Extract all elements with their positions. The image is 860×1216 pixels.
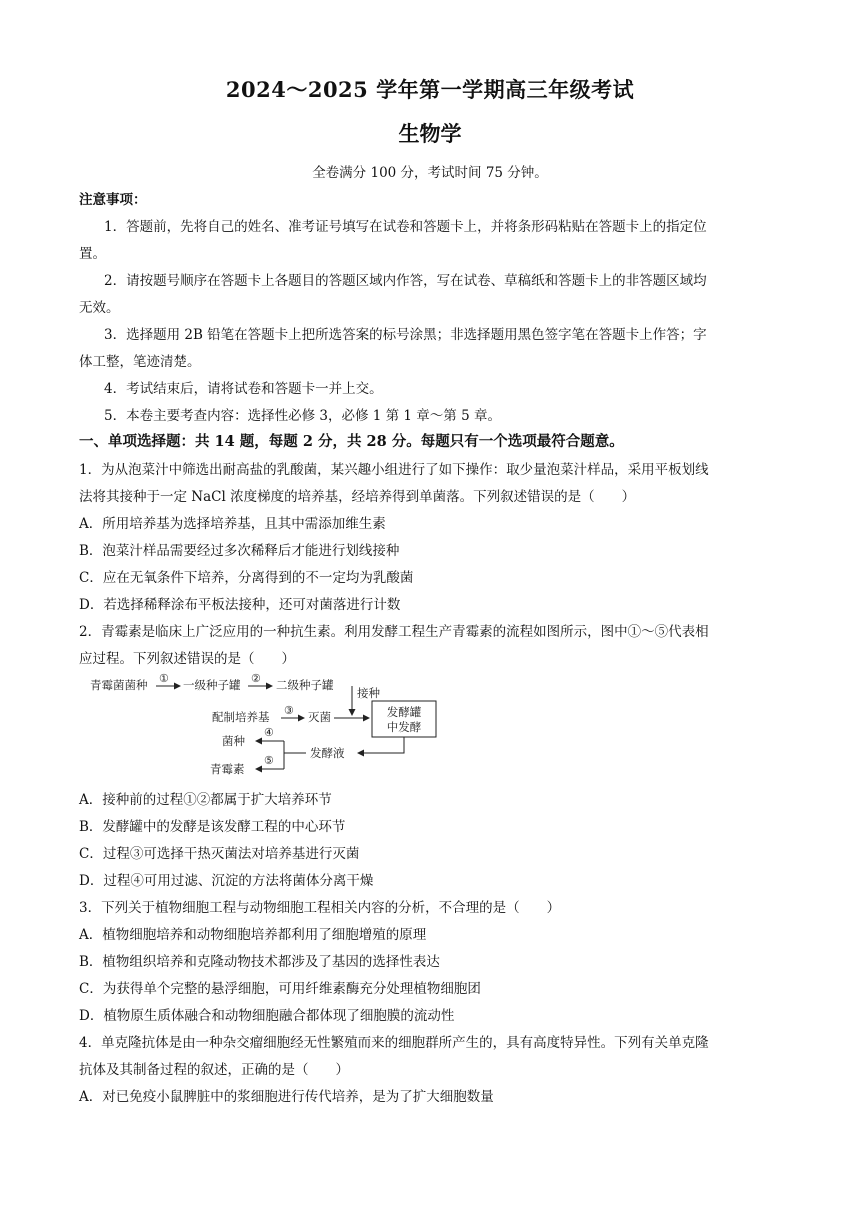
note-2-line-1: 2．请按题号顺序在答题卡上各题目的答题区域内作答，写在试卷、草稿纸和答题卡上的非答题区域均 [104,273,707,289]
flow-broth-label: 发酵液 [310,746,345,760]
flow-arrow-to-broth [358,737,404,753]
note-2-line-2: 无效。 [79,300,120,316]
q1-stem-line-1: 1．为从泡菜汁中筛选出耐高盐的乳酸菌，某兴趣小组进行了如下操作：取少量泡菜汁样品，采用平板划线 [79,462,709,478]
flow-step-2: ② [251,672,261,685]
section-1-heading: 一、单项选择题：共 14 题，每题 2 分，共 28 分。每题只有一个选项最符合题意。 [79,433,624,450]
fermenter-label-line-1: 发酵罐 [386,705,422,719]
q1-option-c: C．应在无氧条件下培养，分离得到的不一定均为乳酸菌 [79,570,414,586]
exam-info: 全卷满分 100 分，考试时间 75 分钟。 [312,165,548,181]
note-1-line-1: 1．答题前，先将自己的姓名、准考证号填写在试卷和答题卡上，并将条形码粘贴在答题卡上的指定位 [104,219,707,235]
q1-option-d: D．若选择稀释涂布平板法接种，还可对菌落进行计数 [79,597,401,613]
q4-option-a: A．对已免疫小鼠脾脏中的浆细胞进行传代培养，是为了扩大细胞数量 [79,1089,494,1105]
q4-stem-line-1: 4．单克隆抗体是由一种杂交瘤细胞经无性繁殖而来的细胞群所产生的，具有高度特异性。下列有关单克隆 [79,1035,709,1051]
q2-option-d: D．过程④可用过滤、沉淀的方法将菌体分离干燥 [79,873,374,889]
note-1-line-2: 置。 [79,246,106,262]
q2-option-b: B．发酵罐中的发酵是该发酵工程的中心环节 [79,819,346,835]
q1-stem-line-2: 法将其接种于一定 NaCl 浓度梯度的培养基，经培养得到单菌落。下列叙述错误的是（ ） [79,489,636,505]
q3-stem: 3．下列关于植物细胞工程与动物细胞工程相关内容的分析，不合理的是（ ） [79,900,561,916]
q2-option-c: C．过程③可选择干热灭菌法对培养基进行灭菌 [79,846,360,862]
q2-stem-line-1: 2．青霉素是临床上广泛应用的一种抗生素。利用发酵工程生产青霉素的流程如图所示，图中①～⑤代表相 [79,624,709,640]
flow-strain-label: 青霉菌菌种 [90,678,148,692]
note-3-line-2: 体工整，笔迹清楚。 [79,354,201,370]
note-5: 5．本卷主要考查内容：选择性必修 3，必修 1 第 1 章～第 5 章。 [104,408,501,424]
flow-inoculate-label: 接种 [357,686,380,700]
flow-step-5: ⑤ [264,754,274,767]
q2-option-a: A．接种前的过程①②都属于扩大培养环节 [79,792,332,808]
penicillin-flowchart [86,670,446,782]
exam-title: 2024～2025 学年第一学期高三年级考试 [225,77,635,102]
flow-step-1: ① [159,672,169,685]
flow-step-3: ③ [284,704,294,717]
q3-option-a: A．植物细胞培养和动物细胞培养都利用了细胞增殖的原理 [79,927,427,943]
subject-title: 生物学 [398,121,462,146]
q3-option-c: C．为获得单个完整的悬浮细胞，可用纤维素酶充分处理植物细胞团 [79,981,481,997]
q2-stem-line-2: 应过程。下列叙述错误的是（ ） [79,651,295,667]
flow-medium-label: 配制培养基 [212,710,270,724]
q1-option-b: B．泡菜汁样品需要经过多次稀释后才能进行划线接种 [79,543,400,559]
q3-option-d: D．植物原生质体融合和动物细胞融合都体现了细胞膜的流动性 [79,1008,455,1024]
q3-option-b: B．植物组织培养和克隆动物技术都涉及了基因的选择性表达 [79,954,440,970]
flow-cells-label: 菌种 [222,734,245,748]
flow-tank-1-label: 一级种子罐 [183,678,241,692]
flow-sterilize-label: 灭菌 [308,710,331,724]
fermenter-label-line-2: 中发酵 [386,720,422,734]
flow-product-label: 青霉素 [210,762,245,776]
note-3-line-1: 3．选择题用 2B 铅笔在答题卡上把所选答案的标号涂黑；非选择题用黑色签字笔在答题卡上作答；字 [104,327,707,343]
notes-heading: 注意事项： [79,192,147,208]
flow-tank-2-label: 二级种子罐 [276,678,334,692]
q4-stem-line-2: 抗体及其制备过程的叙述，正确的是（ ） [79,1062,349,1078]
q1-option-a: A．所用培养基为选择培养基，且其中需添加维生素 [79,516,386,532]
flow-step-4: ④ [264,726,274,739]
note-4: 4．考试结束后，请将试卷和答题卡一并上交。 [104,381,383,397]
